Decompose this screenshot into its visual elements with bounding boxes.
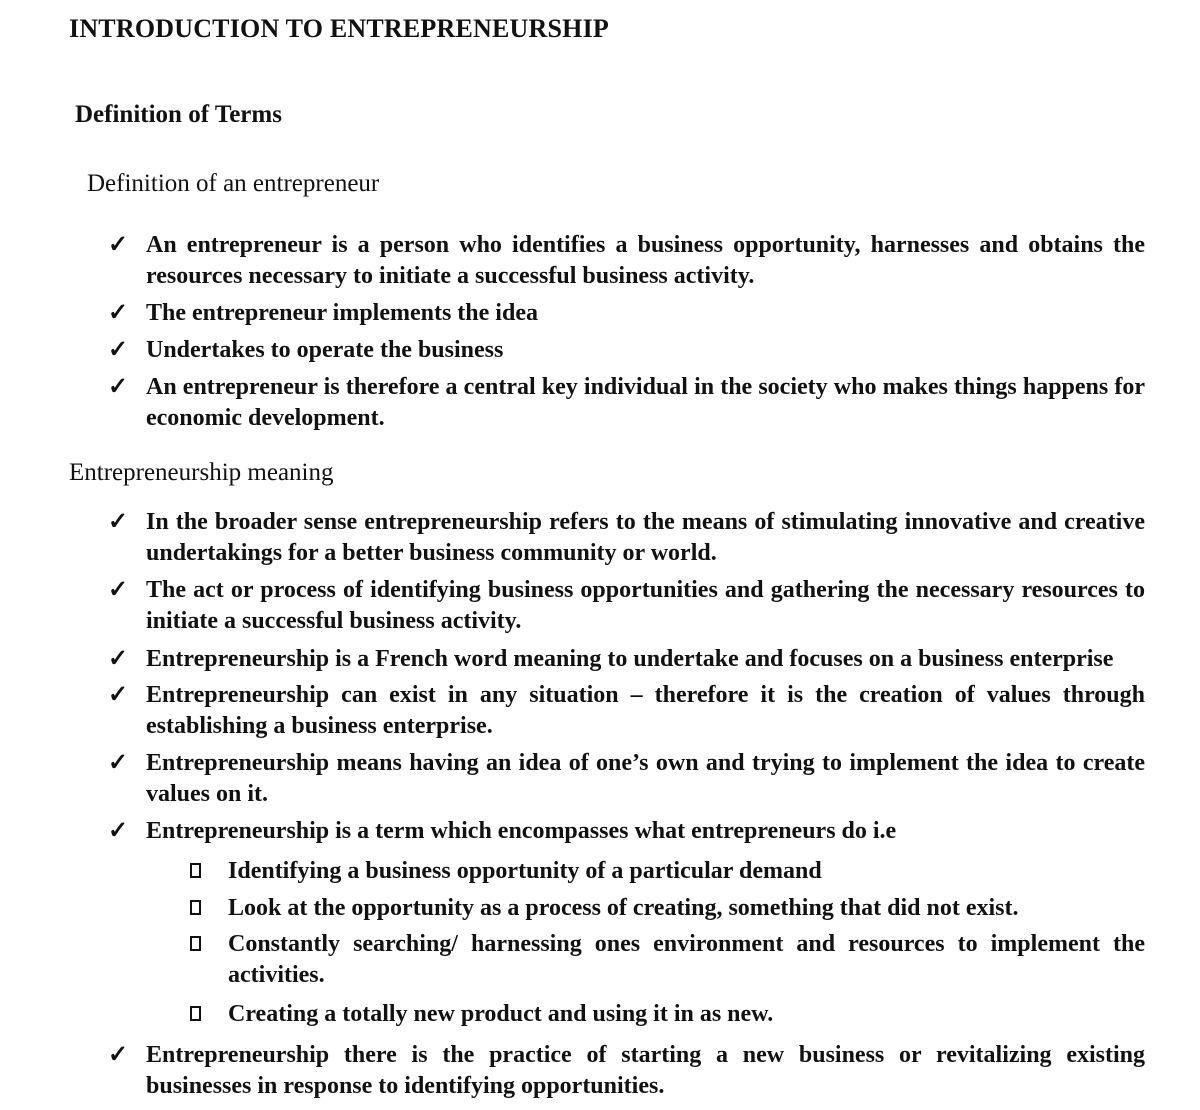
check-mark-icon: ✓ <box>108 374 129 400</box>
check-mark-icon: ✓ <box>108 682 129 708</box>
entrepreneur-definition-heading: Definition of an entrepreneur <box>87 170 380 197</box>
list-item-text: An entrepreneur is therefore a central key individual in the society who makes things happens for economic development. <box>146 374 1145 431</box>
list-item <box>108 748 1145 810</box>
list-item-text: Entrepreneurship is a term which encompasses what entrepreneurs do i.e <box>146 818 897 844</box>
sub-list-item <box>188 999 1145 1030</box>
list-item-text: Entrepreneurship there is the practice of starting a new business or revitalizing existing businesses in response to identifying opportunities. <box>146 1042 1145 1099</box>
check-mark-icon: ✓ <box>108 577 129 603</box>
check-mark-icon: ✓ <box>108 1042 129 1068</box>
sub-list-item <box>188 856 1145 887</box>
sub-list-item-text: Constantly searching/ harnessing ones environment and resources to implement the activities. <box>228 931 1145 988</box>
sub-list-item <box>188 929 1145 991</box>
list-item <box>108 298 1145 329</box>
list-item <box>108 335 1145 366</box>
list-item <box>108 1040 1145 1102</box>
entrepreneurship-meaning-heading: Entrepreneurship meaning <box>69 459 334 486</box>
check-mark-icon: ✓ <box>108 818 129 844</box>
list-item <box>108 230 1145 292</box>
check-mark-icon: ✓ <box>108 232 129 258</box>
check-mark-icon: ✓ <box>108 750 129 776</box>
list-item <box>108 507 1145 569</box>
list-item-text: Undertakes to operate the business <box>146 337 504 363</box>
sub-list-item-text: Creating a totally new product and using it in as new. <box>228 1001 774 1027</box>
square-bullet-icon <box>190 1006 201 1021</box>
list-item <box>108 816 1145 847</box>
list-item-text: Entrepreneurship is a French word meaning to undertake and focuses on a business enterprise <box>146 646 1114 672</box>
check-mark-icon: ✓ <box>108 646 129 672</box>
check-mark-icon: ✓ <box>108 337 129 363</box>
square-bullet-icon <box>190 900 201 915</box>
list-item-text: An entrepreneur is a person who identifies a business opportunity, harnesses and obtains the resources necessary to initiate a successful business activity. <box>146 232 1145 289</box>
list-item <box>108 680 1145 742</box>
list-item-text: Entrepreneurship means having an idea of one’s own and trying to implement the idea to create values on it. <box>146 750 1145 807</box>
list-item-text: The entrepreneur implements the idea <box>146 300 538 326</box>
check-mark-icon: ✓ <box>108 509 129 535</box>
check-mark-icon: ✓ <box>108 300 129 326</box>
list-item-text: In the broader sense entrepreneurship refers to the means of stimulating innovative and creative undertakings for a better business community or world. <box>146 509 1145 566</box>
list-item <box>108 372 1145 434</box>
document-title: INTRODUCTION TO ENTREPRENEURSHIP <box>69 14 609 43</box>
list-item-text: The act or process of identifying business opportunities and gathering the necessary resources to initiate a successful business activity. <box>146 577 1145 634</box>
square-bullet-icon <box>190 936 201 951</box>
list-item <box>108 575 1145 637</box>
sub-list-item-text: Identifying a business opportunity of a particular demand <box>228 858 822 884</box>
section-heading: Definition of Terms <box>75 101 282 128</box>
square-bullet-icon <box>190 863 201 878</box>
sub-list-item <box>188 893 1145 924</box>
sub-list-item-text: Look at the opportunity as a process of creating, something that did not exist. <box>228 895 1019 921</box>
list-item-text: Entrepreneurship can exist in any situation – therefore it is the creation of values through establishing a business enterprise. <box>146 682 1145 739</box>
list-item <box>108 644 1145 675</box>
